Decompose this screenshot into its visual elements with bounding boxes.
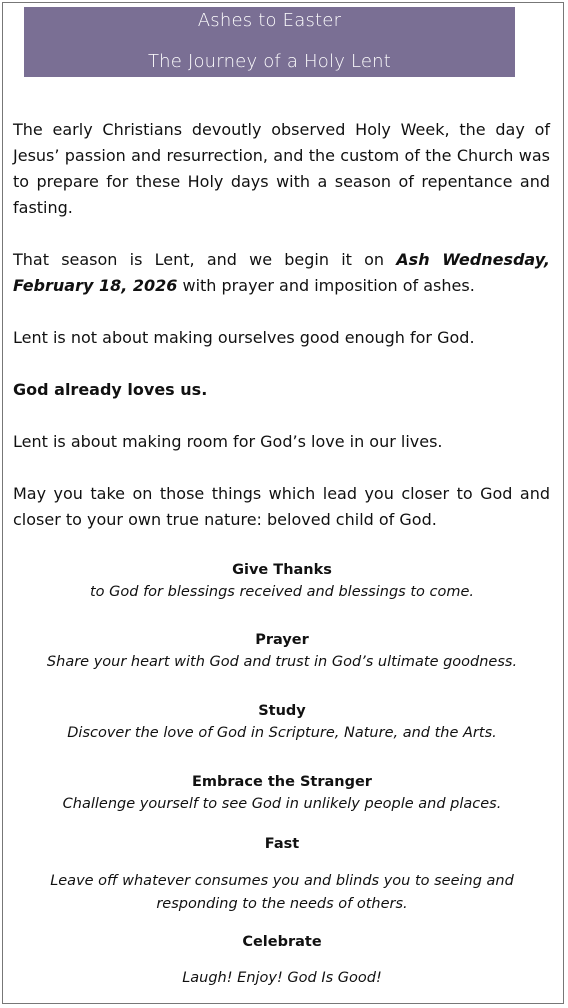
practice-embrace-stranger <box>6 771 558 816</box>
body-text <box>13 117 550 559</box>
practice-description: Leave off whatever consumes you and blinds you to seeing and responding to the needs of others. <box>50 873 514 912</box>
paragraph-making-room: Lent is about making room for God’s love in our lives. <box>13 432 443 451</box>
ash-wednesday-date: Ash Wednesday, February 18, 2026 <box>13 250 550 295</box>
practice-title: Give Thanks <box>232 562 332 578</box>
paragraph-closer-to-god: May you take on those things which lead you closer to God and closer to your own true nature: beloved child of God. <box>13 484 550 529</box>
paragraph-not-good-enough: Lent is not about making ourselves good enough for God. <box>13 328 475 347</box>
paragraph-lent-season-text: That season is Lent, and we begin it on <box>13 250 397 269</box>
practice-title: Fast <box>264 836 300 852</box>
practice-description: Laugh! Enjoy! God Is Good! <box>182 970 382 986</box>
practice-description: Discover the love of God in Scripture, Nature, and the Arts. <box>67 725 497 741</box>
practice-title: Embrace the Stranger <box>192 774 372 790</box>
paragraph-lent-season-end: with prayer and imposition of ashes. <box>177 276 475 295</box>
practice-give-thanks <box>6 559 558 604</box>
practice-fast <box>6 833 558 916</box>
practice-study <box>6 700 558 745</box>
title-banner <box>24 7 515 77</box>
paragraph-lent-season <box>13 247 550 299</box>
practice-celebrate <box>6 931 558 990</box>
paragraph-early-christians: The early Christians devoutly observed Holy Week, the day of Jesus’ passion and resurrection, and the custom of the Church was to prepare for these Holy days with a season of repentance and fasting. <box>13 120 550 217</box>
banner-subtitle: The Journey of a Holy Lent <box>147 51 392 72</box>
practice-prayer <box>6 629 558 674</box>
practice-title: Study <box>258 703 306 719</box>
practice-description: to God for blessings received and blessings to come. <box>89 584 474 600</box>
paragraph-god-loves-us: God already loves us. <box>13 380 208 399</box>
practice-title: Celebrate <box>242 934 322 950</box>
practice-description: Share your heart with God and trust in God’s ultimate goodness. <box>46 654 518 670</box>
banner-title: Ashes to Easter <box>197 10 342 31</box>
practice-title: Prayer <box>255 632 309 648</box>
practice-description: Challenge yourself to see God in unlikely people and places. <box>62 796 502 812</box>
